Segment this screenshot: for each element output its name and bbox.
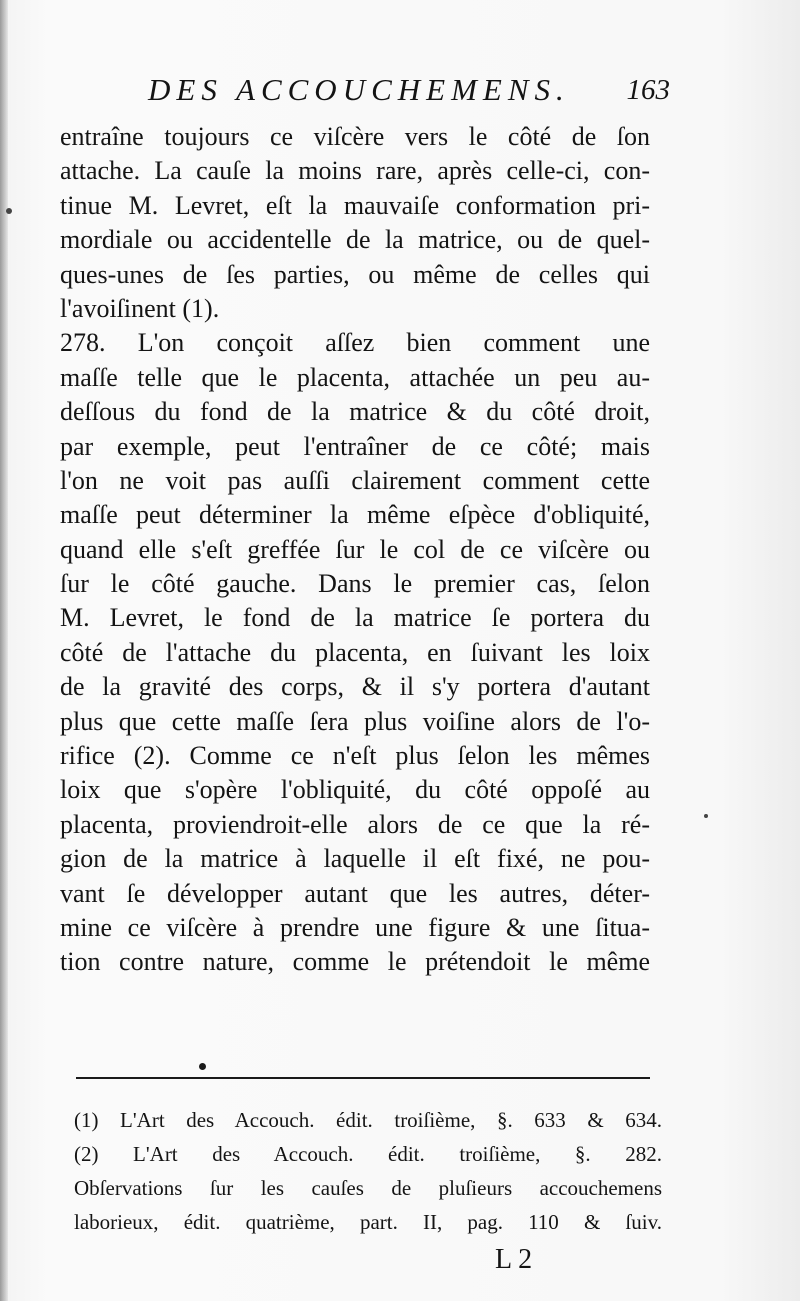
footnotes bbox=[74, 1103, 662, 1239]
footnote-2-continued: laborieux, édit. quatrième, part. II, pag. 110 & ſuiv. bbox=[74, 1210, 662, 1234]
rule-ornament-dot bbox=[199, 1063, 206, 1070]
body-line: gion de la matrice à laquelle il eſt fixé, ne pou- bbox=[60, 844, 650, 874]
footnote-1: (1) L'Art des Accouch. édit. troiſième, §. 633 & 634. bbox=[74, 1108, 662, 1132]
body-line: mordiale ou accidentelle de la matrice, ou de quel- bbox=[60, 225, 650, 255]
page-header bbox=[60, 72, 670, 112]
body-line: tinue M. Levret, eſt la mauvaiſe conformation pri- bbox=[60, 190, 650, 220]
paragraph-start-line: 278. L'on conçoit aſſez bien comment une bbox=[60, 328, 650, 358]
page-number: 163 bbox=[626, 74, 670, 106]
body-line: rifice (2). Comme ce n'eſt plus ſelon les mêmes bbox=[60, 741, 650, 771]
body-line: vant ſe développer autant que les autres, déter- bbox=[60, 878, 650, 908]
body-text bbox=[60, 120, 650, 980]
body-line: de la gravité des corps, & il s'y portera d'autant bbox=[60, 672, 650, 702]
running-title: DES ACCOUCHEMENS. bbox=[148, 72, 570, 107]
body-line: par exemple, peut l'entraîner de ce côté; mais bbox=[60, 431, 650, 461]
body-line: M. Levret, le fond de la matrice ſe portera du bbox=[60, 603, 650, 633]
body-line: tion contre nature, comme le prétendoit le même bbox=[60, 947, 650, 977]
page-edge-shadow bbox=[0, 0, 8, 1301]
footnote-2-continued: Obſervations ſur les cauſes de pluſieurs accouchemens bbox=[74, 1176, 662, 1200]
body-line: plus que cette maſſe ſera plus voiſine alors de l'o- bbox=[60, 706, 650, 736]
body-line: entraîne toujours ce viſcère vers le côté de ſon bbox=[60, 122, 650, 151]
margin-speck bbox=[6, 208, 12, 214]
body-line: loix que s'opère l'obliquité, du côté oppoſé au bbox=[60, 775, 650, 805]
printer-signature-mark: L 2 bbox=[495, 1244, 533, 1275]
footnote-rule bbox=[76, 1077, 650, 1079]
body-line: attache. La cauſe la moins rare, après celle-ci, con- bbox=[60, 156, 650, 186]
body-line: placenta, proviendroit-elle alors de ce que la ré- bbox=[60, 809, 650, 839]
body-line: quand elle s'eſt greffée ſur le col de ce viſcère ou bbox=[60, 534, 650, 564]
body-line: ſur le côté gauche. Dans le premier cas, ſelon bbox=[60, 569, 650, 599]
footnote-2: (2) L'Art des Accouch. édit. troiſième, §. 282. bbox=[74, 1142, 662, 1166]
body-line: l'on ne voit pas auſſi clairement comment cette bbox=[60, 465, 650, 495]
body-line: côté de l'attache du placenta, en ſuivant les loix bbox=[60, 637, 650, 667]
body-line: ques-unes de ſes parties, ou même de celles qui bbox=[60, 259, 650, 289]
body-line: l'avoiſinent (1). bbox=[60, 293, 220, 323]
body-line: deſſous du fond de la matrice & du côté droit, bbox=[60, 397, 650, 427]
body-line: mine ce viſcère à prendre une figure & une ſitua- bbox=[60, 912, 650, 942]
body-line: maſſe telle que le placenta, attachée un peu au- bbox=[60, 362, 650, 392]
body-line: maſſe peut déterminer la même eſpèce d'obliquité, bbox=[60, 500, 650, 530]
margin-speck bbox=[704, 814, 708, 818]
